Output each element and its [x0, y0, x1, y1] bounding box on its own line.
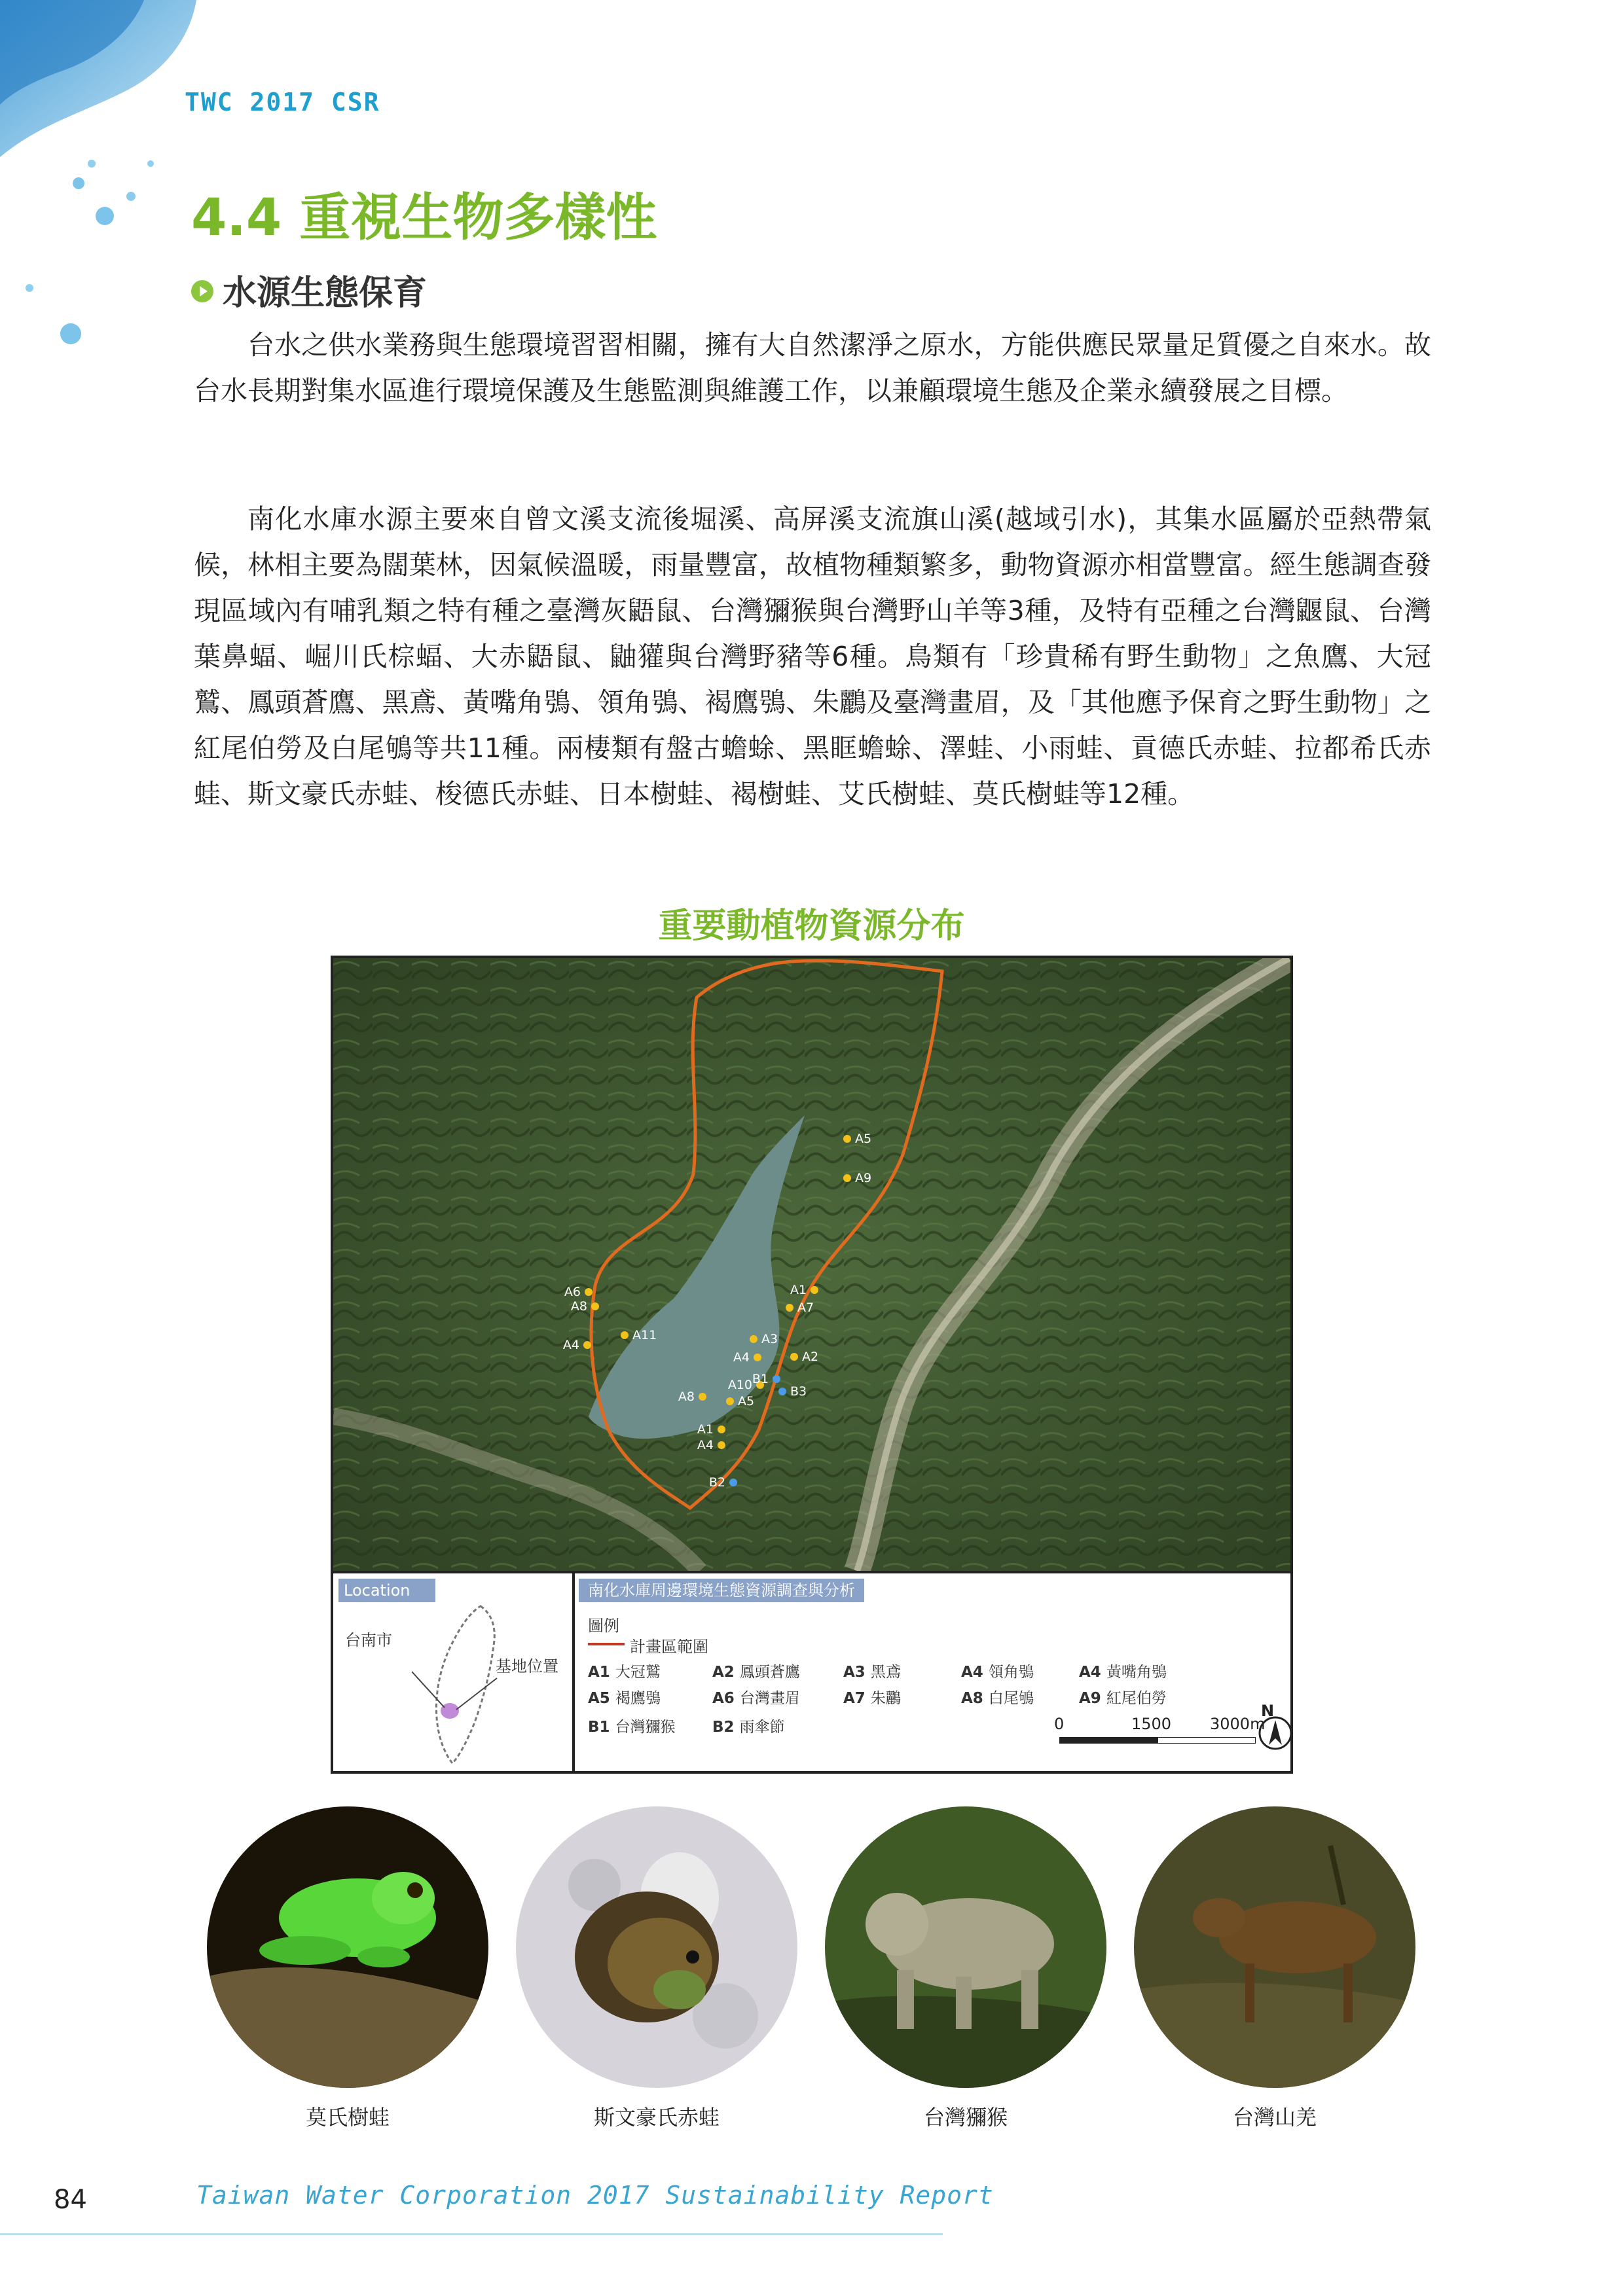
sub-heading: [191, 265, 427, 314]
legend-species: A4 領角鴞: [961, 1664, 1034, 1681]
sub-heading-text: 水源生態保育: [223, 274, 428, 313]
map-point-label: A1: [697, 1422, 714, 1437]
legend-tab: 南化水庫周邊環境生態資源調查與分析: [579, 1579, 864, 1602]
swinhoe-frog-image: [516, 1806, 797, 2088]
boundary-label: 計畫區範圍: [630, 1638, 708, 1656]
photo-caption: 台灣獼猴: [923, 2105, 1008, 2130]
resource-distribution-map: [331, 956, 1293, 1774]
scale-bar: [1059, 1737, 1256, 1744]
map-point-marker: [621, 1331, 629, 1339]
tree-frog-image: [207, 1806, 488, 2088]
map-point-marker: [591, 1302, 599, 1310]
legend-label: 圖例: [588, 1617, 619, 1635]
photo-caption: 莫氏樹蛙: [305, 2105, 390, 2130]
map-point-marker: [790, 1353, 798, 1361]
map-point-label: A4: [733, 1350, 750, 1365]
map-point-marker: [786, 1304, 793, 1312]
location-tab: Location: [338, 1579, 435, 1602]
photo-caption: 台灣山羌: [1232, 2105, 1317, 2130]
scale-label: 0: [1054, 1715, 1065, 1733]
map-point-label: A8: [570, 1299, 587, 1314]
location-city-label: 台南市: [345, 1631, 392, 1649]
legend-species: A8 白尾鴝: [961, 1690, 1034, 1707]
map-point-label: B1: [752, 1372, 769, 1386]
section-title: 4.4 重視生物多樣性: [191, 188, 657, 247]
map-point-label: A5: [855, 1132, 872, 1146]
map-point-marker: [583, 1341, 591, 1349]
header-tag: TWC 2017 CSR: [185, 88, 380, 117]
legend-panel: [575, 1573, 1290, 1774]
legend-species: B2 雨傘節: [712, 1719, 785, 1736]
legend-species: A1 大冠鷲: [588, 1664, 661, 1681]
map-point-marker: [729, 1479, 737, 1486]
map-point-marker: [843, 1135, 851, 1143]
legend-species: B1 台灣獼猴: [588, 1719, 676, 1736]
legend-species: A4 黃嘴角鴞: [1079, 1664, 1167, 1681]
legend-species: A7 朱鸝: [843, 1690, 901, 1707]
taiwan-outline-icon: [412, 1600, 510, 1770]
location-base-label: 基地位置: [496, 1657, 558, 1676]
macaque-image: [825, 1806, 1106, 2088]
photo-swinhoe-frog: [516, 1806, 797, 2088]
intro-paragraph: 台水之供水業務與生態環境習習相關，擁有大自然潔淨之原水，方能供應民眾量足質優之自來水。故台水長期對集水區進行環境保護及生態監測與維護工作，以兼顧環境生態及企業永續發展之目標。: [194, 329, 1431, 406]
footer-title: Taiwan Water Corporation 2017 Sustainability Report: [196, 2181, 994, 2210]
boundary-line-swatch: [588, 1643, 625, 1645]
map-point-label: B3: [790, 1384, 807, 1399]
map-point-marker: [699, 1393, 706, 1401]
map-point-label: A5: [738, 1394, 755, 1408]
map-point-marker: [754, 1354, 761, 1361]
satellite-image: [333, 958, 1290, 1571]
north-label: N: [1261, 1702, 1275, 1720]
play-bullet-icon: [191, 280, 213, 302]
map-point-marker: [750, 1335, 757, 1343]
map-point-label: A3: [761, 1332, 778, 1346]
legend-species: A9 紅尾伯勞: [1079, 1690, 1167, 1707]
map-point-marker: [718, 1426, 725, 1433]
map-point-marker: [773, 1375, 780, 1383]
water-splash-decoration: [0, 0, 196, 367]
muntjac-image: [1134, 1806, 1415, 2088]
scale-label: 1500: [1131, 1715, 1172, 1733]
map-point-label: A1: [790, 1283, 807, 1297]
legend-species: A6 台灣畫眉: [712, 1690, 800, 1707]
map-point-label: B2: [708, 1475, 725, 1490]
map-point-marker: [843, 1174, 851, 1182]
footer-rule: [0, 2233, 943, 2235]
photo-caption: 斯文豪氏赤蛙: [593, 2105, 720, 2130]
legend-species: A2 鳳頭蒼鷹: [712, 1664, 800, 1681]
map-point-marker: [811, 1286, 818, 1294]
scale-label: 3000m: [1210, 1715, 1266, 1733]
legend-species: A3 黑鳶: [843, 1664, 901, 1681]
map-point-label: A2: [802, 1350, 819, 1364]
map-point-label: A10: [727, 1378, 752, 1392]
map-point-marker: [778, 1388, 786, 1395]
map-point-label: A9: [855, 1171, 872, 1185]
map-point-label: A8: [678, 1390, 695, 1404]
map-point-marker: [585, 1288, 593, 1296]
map-point-label: A11: [632, 1328, 657, 1342]
map-point-label: A4: [562, 1338, 579, 1352]
map-title: 重要動植物資源分布: [658, 906, 965, 946]
photo-formosan-macaque: [825, 1806, 1106, 2088]
species-paragraph: 南化水庫水源主要來自曾文溪支流後堀溪、高屏溪支流旗山溪(越域引水)，其集水區屬於亞熱帶氣候，林相主要為闊葉林，因氣候溫暖，雨量豐富，故植物種類繁多，動物資源亦相當豐富。經生態調查發現區域內有哺乳類之特有種之臺灣灰鼯鼠、台灣獼猴與台灣野山羊等3種，及特有亞種之台灣鼴鼠、台灣葉鼻蝠、崛川氏棕蝠、大赤鼯鼠、鼬獾與台灣野豬等6種。鳥類有「珍貴稀有野生動物」之魚鷹、大冠鷲、鳳頭蒼鷹、黑鳶、黃嘴角鴞、領角鴞、褐鷹鴞、朱鸝及臺灣畫眉，及「其他應予保育之野生動物」之紅尾伯勞及白尾鴝等共11種。兩棲類有盤古蟾蜍、黑眶蟾蜍、澤蛙、小雨蛙、貢德氏赤蛙、拉都希氏赤蛙、斯文豪氏赤蛙、梭德氏赤蛙、日本樹蛙、褐樹蛙、艾氏樹蛙、莫氏樹蛙等12種。: [194, 503, 1431, 810]
legend-species: A5 褐鷹鴞: [588, 1690, 661, 1707]
location-panel: [333, 1573, 575, 1774]
map-point-marker: [726, 1397, 734, 1405]
map-point-label: A7: [797, 1300, 814, 1315]
map-point-label: A6: [564, 1285, 581, 1299]
map-legend-bar: [333, 1571, 1290, 1774]
map-point-marker: [718, 1441, 725, 1449]
map-point-label: A4: [697, 1438, 714, 1452]
photo-moltrecht-tree-frog: [207, 1806, 488, 2088]
page-number: 84: [54, 2185, 87, 2215]
photo-formosan-muntjac: [1134, 1806, 1415, 2088]
